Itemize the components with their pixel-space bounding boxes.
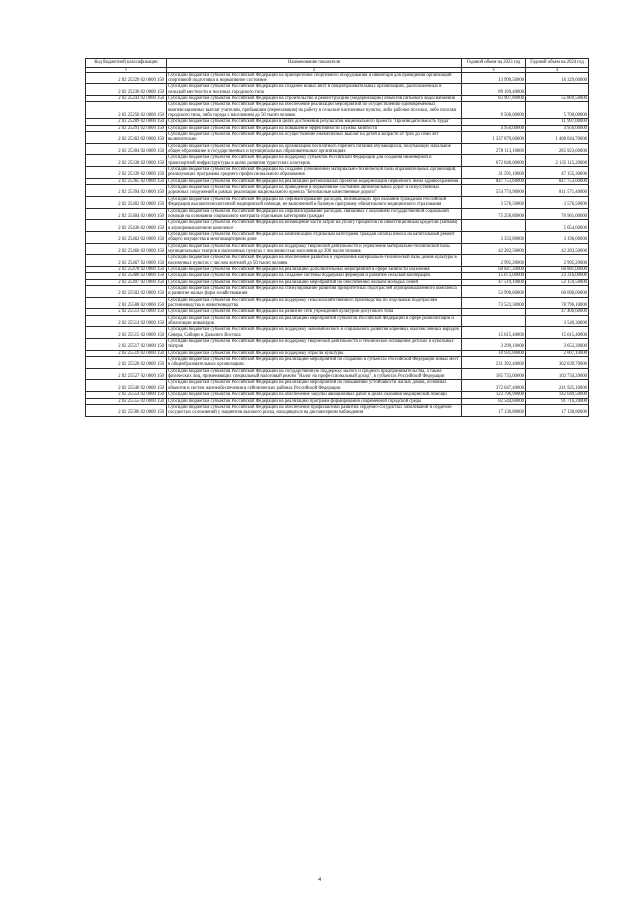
table-row: [86, 255, 589, 267]
row-name: Субсидии бюджетам субъектов Российской Федерации на создание новых мест в общеобразовательных организациях, расположенных в сельской местности и поселках городского типа: [167, 84, 462, 96]
header-name: Наименование показателя: [167, 59, 462, 68]
row-value-2023: 42 282,50000: [462, 243, 526, 255]
table-row: [86, 208, 589, 220]
header-code: Код бюджетной классификации: [86, 59, 167, 68]
row-code: 2 02 25304 02 0000 150: [86, 143, 167, 155]
row-value-2024: 17 130,80000: [526, 404, 589, 416]
row-value-2024: 3 196,00000: [526, 231, 589, 243]
row-value-2023: 278 113,10000: [462, 143, 526, 155]
row-value-2023: [462, 220, 526, 232]
table-row: [86, 243, 589, 255]
table-body: [86, 72, 589, 416]
row-value-2024: 52 159,50000: [526, 279, 589, 285]
row-value-2024: 23 316,00000: [526, 273, 589, 279]
row-value-2024: 5 700,00000: [526, 102, 589, 119]
row-value-2024: 142 649,50000: [526, 392, 589, 398]
table-row: [86, 72, 589, 84]
row-code: 2 02 25515 02 0000 150: [86, 327, 167, 339]
row-code: 2 02 25586 02 0000 150: [86, 404, 167, 416]
row-code: 2 02 25243 02 0000 150: [86, 95, 167, 101]
row-value-2024: 2 135 115,20000: [526, 155, 589, 167]
row-name: Субсидии бюджетам субъектов Российской Федерации на организацию бесплатного горячего питания обучающихся, получающих начальное общее образование в государственных и муниципальных образовательных организациях: [167, 143, 462, 155]
row-value-2023: 73 523,30000: [462, 297, 526, 309]
row-value-2024: 76 961,00000: [526, 208, 589, 220]
row-name: Субсидии бюджетам субъектов Российской Федерации на стимулирование развития приоритетных подотраслей агропромышленного комплекса и развитие малых форм хозяйствования: [167, 285, 462, 297]
table-row: [86, 220, 589, 232]
row-value-2023: 13 999,50000: [462, 72, 526, 84]
row-value-2023: 185 733,00000: [462, 368, 526, 380]
row-value-2024: 11 997,00000: [526, 119, 589, 125]
table-row: [86, 273, 589, 279]
row-name: Субсидии бюджетам субъектов Российской Федерации на реализацию мероприятий по созданию в субъектах Российской Федерации новых мест в общеобразовательных организациях: [167, 357, 462, 369]
row-value-2023: 15 673,00000: [462, 273, 526, 279]
row-name: Субсидии бюджетам субъектов Российской Федерации на повышение эффективности службы занятости: [167, 125, 462, 131]
row-code: 2 02 25404 02 0000 150: [86, 208, 167, 220]
row-value-2024: 847 753,60000: [526, 178, 589, 184]
row-name: Субсидии бюджетам субъектов Российской Федерации на реализацию мероприятий по обеспечению жильем молодых семей: [167, 279, 462, 285]
row-code: 2 02 25520 02 0000 150: [86, 357, 167, 369]
row-value-2024: 241 925,10000: [526, 380, 589, 392]
row-value-2023: 847 753,60000: [462, 178, 526, 184]
row-code: 2 02 25462 02 0000 150: [86, 231, 167, 243]
row-value-2024: 811 571,40000: [526, 185, 589, 197]
row-value-2023: 31 591,10000: [462, 167, 526, 179]
table-row: [86, 102, 589, 119]
row-value-2024: 285 923,60000: [526, 143, 589, 155]
row-name: Субсидии бюджетам субъектов Российской Федерации на поддержку творческой деятельности и укрепление материально-технической базы муниципальных театров в населенных пунктах с численностью населения до 300 тысяч человек: [167, 243, 462, 255]
row-value-2024: 2 995,20000: [526, 255, 589, 267]
table-row: [86, 84, 589, 96]
row-code: 2 02 25508 02 0000 150: [86, 297, 167, 309]
row-code: 2 02 25338 02 0000 150: [86, 155, 167, 167]
row-value-2023: 672 848,00000: [462, 155, 526, 167]
row-code: 2 02 25478 02 0000 150: [86, 266, 167, 272]
row-name: Субсидии бюджетам субъектов Российской Федерации на реализацию программ формирования современной городской среды: [167, 398, 462, 404]
row-code: 2 02 25513 02 0000 150: [86, 309, 167, 315]
table-row: [86, 125, 589, 131]
row-code: 2 02 25302 02 0000 150: [86, 132, 167, 144]
column-number: 2: [167, 67, 462, 72]
row-value-2023: 4 950,00000: [462, 125, 526, 131]
row-name: Субсидии бюджетам субъектов Российской Федерации на государственную поддержку малого и среднего предпринимательства, а также физических лиц, применяющих специальный налоговый режим "Налог на профессиональный доход", в субъектах Российской Федерации: [167, 368, 462, 380]
row-name: Субсидии бюджетам субъектов Российской Федерации на реализацию дополнительных мероприятий в сфере занятости населения: [167, 266, 462, 272]
row-value-2023: 17 130,80000: [462, 404, 526, 416]
row-name: Субсидии бюджетам субъектов Российской Федерации в целях достижения результатов национального проекта "Производительность труда": [167, 119, 462, 125]
row-value-2023: 2 995,20000: [462, 255, 526, 267]
row-value-2024: 16 329,60000: [526, 72, 589, 84]
row-code: 2 02 25517 02 0000 150: [86, 339, 167, 351]
row-value-2024: 47 155,30000: [526, 167, 589, 179]
table-row: [86, 368, 589, 380]
column-number: 1: [86, 67, 167, 72]
row-name: Субсидии бюджетам субъектов Российской Федерации на приведение в нормативное состояние автомобильных дорог и искусственных дорожных сооружений в рамках реализации национального проекта "Безопасные качественные дороги": [167, 185, 462, 197]
row-code: 2 02 25256 02 0000 150: [86, 102, 167, 119]
budget-table-sheet: [85, 58, 588, 417]
row-name: Субсидии бюджетам субъектов Российской Федерации на реализацию региональных проектов модернизации первичного звена здравоохранения: [167, 178, 462, 184]
row-value-2024: 15 615,40000: [526, 327, 589, 339]
row-code: 2 02 25540 02 0000 150: [86, 380, 167, 392]
row-code: 2 02 25436 02 0000 150: [86, 220, 167, 232]
row-code: 2 02 25527 02 0000 150: [86, 368, 167, 380]
row-code: 2 02 25230 02 0000 150: [86, 84, 167, 96]
row-value-2024: 4 950,00000: [526, 125, 589, 131]
row-name: Субсидии бюджетам субъектов Российской Федерации на реализацию мероприятий субъектов Российской Федерации в сфере реабилитации и абилитации инвалидов: [167, 315, 462, 327]
row-value-2024: 1 408 044,70000: [526, 132, 589, 144]
row-code: 2 02 25289 02 0000 150: [86, 119, 167, 125]
row-value-2024: [526, 84, 589, 96]
row-value-2023: 3 333,80000: [462, 231, 526, 243]
row-value-2024: 5 054,60000: [526, 220, 589, 232]
row-name: Субсидии бюджетам субъектов Российской Федерации на компенсацию отдельным категориям граждан оплаты взноса на капитальный ремонт общего имущества в многоквартирном доме: [167, 231, 462, 243]
row-value-2024: 3 576,50000: [526, 196, 589, 208]
table-row: [86, 266, 589, 272]
row-value-2023: 3 576,50000: [462, 196, 526, 208]
row-value-2023: 89 169,40000: [462, 84, 526, 96]
table-row: [86, 231, 589, 243]
row-code: 2 02 25467 02 0000 150: [86, 255, 167, 267]
row-value-2024: 78 796,10000: [526, 297, 589, 309]
budget-table: [85, 58, 589, 417]
row-value-2024: 42 283,50000: [526, 243, 589, 255]
row-code: 2 02 25555 02 0000 150: [86, 398, 167, 404]
row-name: Субсидии бюджетам субъектов Российской Федерации на создание системы поддержки фермеров и развитие сельской кооперации: [167, 273, 462, 279]
row-value-2023: 47 519,10000: [462, 279, 526, 285]
table-row: [86, 95, 589, 101]
table-row: [86, 315, 589, 327]
table-row: [86, 279, 589, 285]
row-value-2023: 554 774,90000: [462, 185, 526, 197]
table-row: [86, 398, 589, 404]
page-number: 4: [318, 877, 321, 883]
row-code: 2 02 25365 02 0000 150: [86, 178, 167, 184]
row-value-2024: 102 734,20000: [526, 368, 589, 380]
table-row: [86, 404, 589, 416]
row-name: Субсидии бюджетам субъектов Российской Федерации на создание (обновление) материально-технической базы образовательных организаций, реализующих программы среднего профессионального образования: [167, 167, 462, 179]
row-name: Субсидии бюджетам субъектов Российской Федерации на поддержку творческой деятельности и техническое оснащение детских и кукольных театров: [167, 339, 462, 351]
table-row: [86, 392, 589, 398]
row-name: Субсидии бюджетам субъектов Российской Федерации на поддержку отрасли культуры: [167, 350, 462, 356]
row-name: Субсидии бюджетам субъектов Российской Федерации на поддержку сельскохозяйственного производства по отдельным подотраслям растениеводства и животноводства: [167, 297, 462, 309]
row-value-2023: 68 847,20000: [462, 266, 526, 272]
column-number: 3: [462, 67, 526, 72]
row-value-2023: 75 258,80000: [462, 208, 526, 220]
table-row: [86, 285, 589, 297]
row-name: Субсидии бюджетам субъектов Российской Федерации на обеспечение развития и укрепления материально-технической базы домов культуры в населенных пунктах с числом жителей до 50 тысяч человек: [167, 255, 462, 267]
row-name: Субсидии бюджетам субъектов Российской Федерации на развитие сети учреждений культурно-досугового типа: [167, 309, 462, 315]
row-value-2023: 83 907,80000: [462, 95, 526, 101]
header-2023: Годовой объем на 2023 год: [462, 59, 526, 68]
row-name: Субсидии бюджетам субъектов Российской Федерации на реализацию мероприятий по повышению устойчивости жилых домов, основных объектов и систем жизнеобеспечения в сейсмических районах Российской Федерации: [167, 380, 462, 392]
row-value-2024: 55 869,50000: [526, 95, 589, 101]
row-name: Субсидии бюджетам субъектов Российской Федерации на поддержку экономического и социального развития коренных малочисленных народов Севера, Сибири и Дальнего Востока: [167, 327, 462, 339]
row-value-2023: [462, 315, 526, 327]
row-code: 2 02 25480 02 0000 150: [86, 273, 167, 279]
table-row: [86, 350, 589, 356]
row-value-2024: 68 881,00000: [526, 266, 589, 272]
table-header-row: [86, 59, 589, 68]
row-code: 2 02 25502 02 0000 150: [86, 285, 167, 297]
row-value-2024: 3 540,30000: [526, 315, 589, 327]
row-value-2024: 3 652,20000: [526, 339, 589, 351]
row-code: 2 02 25466 02 0000 150: [86, 243, 167, 255]
row-code: 2 02 25519 02 0000 150: [86, 350, 167, 356]
row-value-2023: 123 796,90000: [462, 392, 526, 398]
row-value-2023: 9 500,00000: [462, 102, 526, 119]
table-row: [86, 196, 589, 208]
row-value-2023: 10 931,00000: [462, 350, 526, 356]
table-row: [86, 380, 589, 392]
row-code: 2 02 25514 02 0000 150: [86, 315, 167, 327]
table-row: [86, 167, 589, 179]
row-value-2023: 82 544,60000: [462, 398, 526, 404]
row-code: 2 02 25394 02 0000 150: [86, 185, 167, 197]
row-code: 2 02 25291 02 0000 150: [86, 125, 167, 131]
row-name: Субсидии бюджетам субъектов Российской Федерации на софинансирование расходов, возникающих при оказании гражданам Российской Федерации высокотехнологичной медицинской помощи, не включенной в базовую программу обязательного медицинского страхования: [167, 196, 462, 208]
row-code: 2 02 25402 02 0000 150: [86, 196, 167, 208]
row-value-2024: 91 716,20000: [526, 398, 589, 404]
row-value-2023: 372 047,40000: [462, 380, 526, 392]
row-name: Субсидии бюджетам субъектов Российской Федерации на обеспечение профилактики развития сердечно-сосудистых заболеваний и сердечно-сосудистых осложнений у пациентов высокого риска, находящихся на диспансерном наблюдении: [167, 404, 462, 416]
header-2024: Годовой объем на 2024 год: [526, 59, 589, 68]
row-value-2024: 60 680,60000: [526, 285, 589, 297]
row-name: Субсидии бюджетам субъектов Российской Федерации на обеспечение закупки авиационных работ в целях оказания медицинской помощи: [167, 392, 462, 398]
table-row: [86, 155, 589, 167]
row-value-2023: 231 392,40000: [462, 357, 526, 369]
table-row: [86, 297, 589, 309]
row-code: 2 02 25339 02 0000 150: [86, 167, 167, 179]
row-value-2023: 1 337 879,60000: [462, 132, 526, 144]
row-name: Субсидии бюджетам субъектов Российской Федерации на строительство и реконструкцию (модернизацию) объектов питьевого водоснабжения: [167, 95, 462, 101]
row-code: 2 02 25554 02 0000 150: [86, 392, 167, 398]
row-name: Субсидии бюджетам субъектов Российской Федерации на софинансирование расходов, связанных с оказанием государственной социальной помощи на основании социального контракта отдельным категориям граждан: [167, 208, 462, 220]
row-name: Субсидии бюджетам субъектов Российской Федерации на возмещение части затрат на уплату процентов по инвестиционным кредитам (займам) в агропромышленном комплексе: [167, 220, 462, 232]
row-value-2023: 3 299,10000: [462, 339, 526, 351]
row-value-2023: 15 615,40000: [462, 327, 526, 339]
table-row: [86, 327, 589, 339]
table-row: [86, 132, 589, 144]
row-value-2023: 53 990,60000: [462, 285, 526, 297]
column-number: 4: [526, 67, 589, 72]
row-name: Субсидии бюджетам субъектов Российской Федерации на обеспечение реализации мероприятий по осуществлению единовременных компенсационных выплат учителям, прибывшим (переехавшим) на работу в сельские населенные пункты, либо рабочие поселки, либо поселки городского типа, либо города с населением до 50 тысяч человек: [167, 102, 462, 119]
row-name: Субсидии бюджетам субъектов Российской Федерации на поддержку субъектов Российской Федерации для создания инженерной и транспортной инфраструктуры в целях развития туристских кластеров: [167, 155, 462, 167]
row-name: Субсидии бюджетам субъектов Российской Федерации на осуществление ежемесячных выплат на детей в возрасте от трех до семи лет включительно: [167, 132, 462, 144]
row-code: 2 02 25497 02 0000 150: [86, 279, 167, 285]
table-row: [86, 339, 589, 351]
table-row: [86, 143, 589, 155]
row-code: 2 02 25229 02 0000 150: [86, 72, 167, 84]
row-value-2024: 2 007,10000: [526, 350, 589, 356]
row-value-2024: 362 039,70000: [526, 357, 589, 369]
table-row: [86, 357, 589, 369]
row-name: Субсидии бюджетам субъектов Российской Федерации на приобретение спортивного оборудования и инвентаря для приведения организаций спортивной подготовки в нормативное состояние: [167, 72, 462, 84]
row-value-2024: 47 406,60000: [526, 309, 589, 315]
table-row: [86, 178, 589, 184]
table-row: [86, 185, 589, 197]
